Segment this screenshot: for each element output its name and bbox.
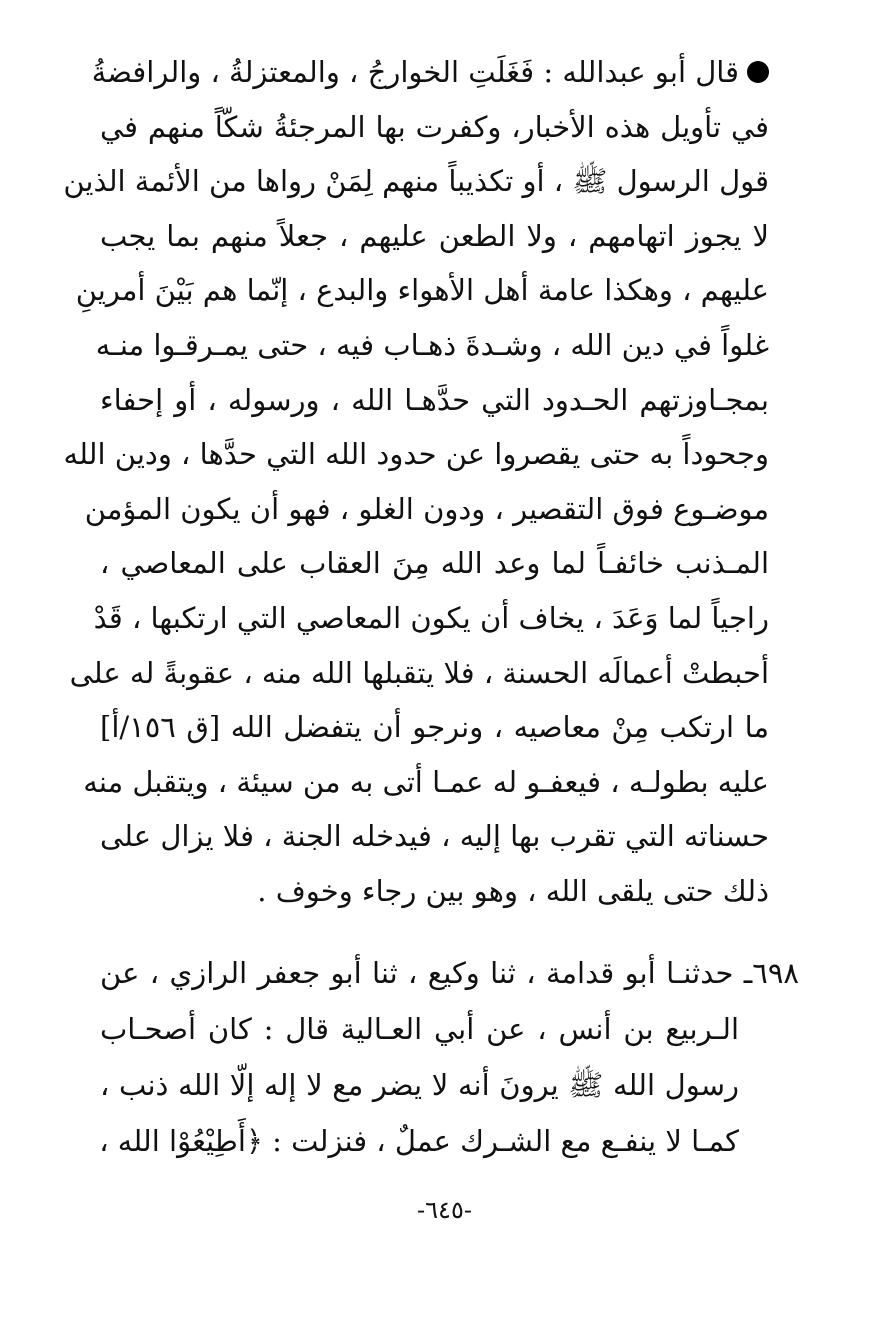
commentary-paragraph <box>63 45 769 919</box>
paragraph-line <box>91 45 769 100</box>
hadith-number: ٦٩٨ـ <box>743 956 799 990</box>
paragraph-line: ما ارتكب مِنْ معاصيه ، ونرجو أن يتفضل الله [ق ١٥٦/أ] <box>100 710 769 745</box>
paragraph-line: لا يجوز اتهامهم ، ولا الطعن عليهم ، جعلاً منهم بما يجب <box>100 218 769 253</box>
paragraph-line: عليهم ، وهكذا عامة أهل الأهواء والبدع ، إنّما هم بَيْنَ أمرينِ <box>75 273 769 308</box>
paragraph-line: في تأويل هذه الأخبار، وكفرت بها المرجئةُ شكّاً منهم في <box>100 109 769 144</box>
page-number: -٦٤٥- <box>417 1196 472 1224</box>
paragraph-line: عليه بطولـه ، فيعفـو له عمـا أتى به من سيئة ، ويتقبل منه <box>83 764 769 799</box>
paragraph-line: أحبطتْ أعمالَه الحسنة ، فلا يتقبلها الله منه ، عقوبةً له على <box>69 655 769 690</box>
paragraph-line: حسناته التي تقرب بها إليه ، فيدخله الجنة ، فلا يزال على <box>100 819 769 854</box>
paragraph-line-text: حدثنـا أبو قدامة ، ثنا وكيع ، ثنا أبو جعفر الرازي ، عن <box>100 956 734 990</box>
paragraph-line: الـربيع بن أنس ، عن أبي العـالية قال : كان أصحـاب <box>100 1012 739 1046</box>
paragraph-line: موضـوع فوق التقصير ، ودون الغلو ، فهو أن يكون المؤمن <box>84 491 769 526</box>
paragraph-line: بمجـاوزتهم الحـدود التي حدَّهـا الله ، ورسوله ، أو إحفاء <box>100 382 769 417</box>
hadith-first-line <box>100 945 799 1001</box>
bullet-icon <box>747 61 769 83</box>
paragraph-line-text: قال أبو عبدالله : فَغَلَتِ الخوارجُ ، والمعتزلةُ ، والرافضةُ <box>91 55 739 89</box>
paragraph-line: قول الرسول ﷺ ، أو تكذيباً منهم لِمَنْ رواها من الأئمة الذين <box>63 164 769 199</box>
paragraph-line: رسول الله ﷺ يرونَ أنه لا يضر مع لا إله إلّا الله ذنب ، <box>100 1068 739 1102</box>
paragraph-line: كمـا لا ينفـع مع الشـرك عملٌ ، فنزلت : ﴿أَطِيْعُوْا الله ، <box>99 1124 739 1158</box>
paragraph-line: غلواً في دين الله ، وشـدةَ ذهـاب فيه ، حتى يمـرقـوا منـه <box>95 327 769 362</box>
paragraph-line: ذلك حتى يلقى الله ، وهو بين رجاء وخوف . <box>257 873 769 908</box>
paragraph-line: راجياً لما وَعَدَ ، يخاف أن يكون المعاصي التي ارتكبها ، قَدْ <box>93 600 769 635</box>
hadith-paragraph <box>100 945 799 1169</box>
paragraph-line: وجحوداً به حتى يقصروا عن حدود الله التي حدَّها ، ودين الله <box>63 437 769 472</box>
paragraph-line: المـذنب خائفـاً لما وعد الله مِنَ العقاب على المعاصي ، <box>100 546 769 581</box>
